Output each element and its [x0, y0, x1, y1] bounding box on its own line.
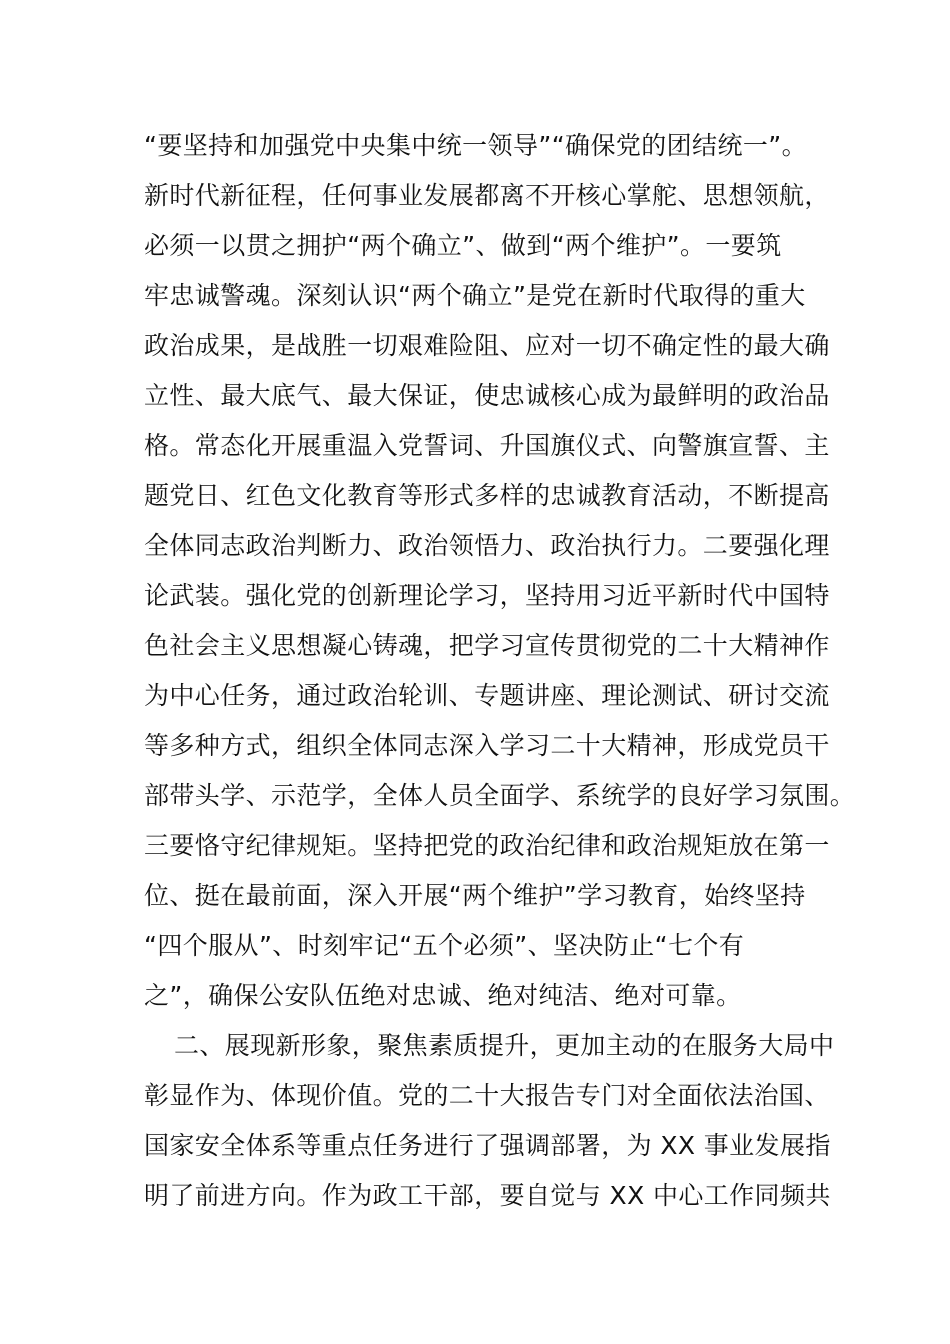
text-line: 为中心任务，通过政治轮训、专题讲座、理论测试、研讨交流: [144, 681, 830, 710]
text-line: 部带头学、示范学，全体人员全面学、系统学的良好学习氛围。: [144, 781, 856, 810]
text-line: “四个服从”、时刻牢记“五个必须”、坚决防止“七个有: [144, 931, 745, 960]
text-line: 必须一以贯之拥护“两个确立”、做到“两个维护”。一要筑: [144, 231, 782, 260]
text-line: 新时代新征程，任何事业发展都离不开核心掌舵、思想领航，: [144, 181, 830, 210]
text-line: 题党日、红色文化教育等形式多样的忠诚教育活动，不断提高: [144, 481, 830, 510]
text-line: 格。常态化开展重温入党誓词、升国旗仪式、向警旗宣誓、主: [144, 431, 830, 460]
text-line: 牢忠诚警魂。深刻认识“两个确立”是党在新时代取得的重大: [144, 281, 806, 310]
text-line: 全体同志政治判断力、政治领悟力、政治执行力。二要强化理: [144, 531, 830, 560]
text-line: “要坚持和加强党中央集中统一领导”“确保党的团结统一”。: [144, 131, 808, 160]
text-line: 三要恪守纪律规矩。坚持把党的政治纪律和政治规矩放在第一: [144, 831, 830, 860]
text-line: 色社会主义思想凝心铸魂，把学习宣传贯彻党的二十大精神作: [144, 631, 830, 660]
text-line: 国家安全体系等重点任务进行了强调部署，为 XX 事业发展指: [144, 1131, 831, 1160]
paragraph-start-line: 二、展现新形象，聚焦素质提升，更加主动的在服务大局中: [174, 1031, 835, 1060]
text-line: 论武装。强化党的创新理论学习，坚持用习近平新时代中国特: [144, 581, 830, 610]
text-line: 之”，确保公安队伍绝对忠诚、绝对纯洁、绝对可靠。: [144, 981, 742, 1010]
body-text: [144, 128, 856, 1228]
text-line: 等多种方式，组织全体同志深入学习二十大精神，形成党员干: [144, 731, 830, 760]
text-line: 政治成果，是战胜一切艰难险阻、应对一切不确定性的最大确: [144, 331, 830, 360]
text-line: 彰显作为、体现价值。党的二十大报告专门对全面依法治国、: [144, 1081, 830, 1110]
text-line: 位、挺在最前面，深入开展“两个维护”学习教育，始终坚持: [144, 881, 806, 910]
text-line: 明了前进方向。作为政工干部，要自觉与 XX 中心工作同频共: [144, 1181, 831, 1210]
text-line: 立性、最大底气、最大保证，使忠诚核心成为最鲜明的政治品: [144, 381, 830, 410]
